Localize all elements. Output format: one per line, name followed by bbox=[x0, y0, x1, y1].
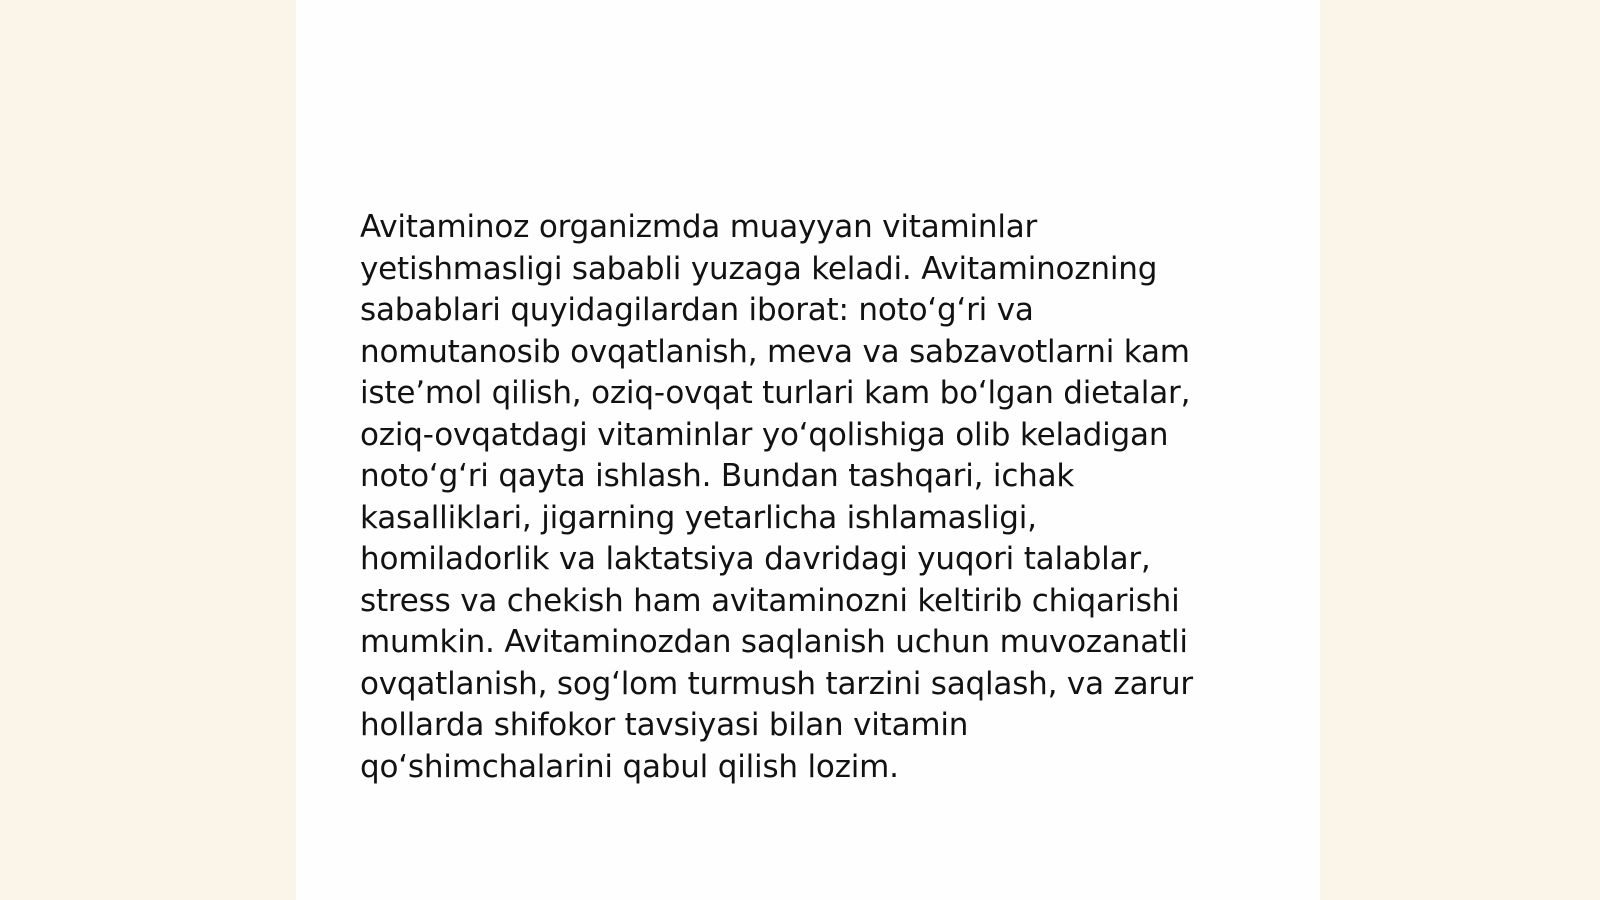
paragraph-line: Avitaminoz organizmda muayyan vitaminlar bbox=[360, 209, 1038, 245]
paragraph-line: hollarda shifokor tavsiyasi bilan vitamin bbox=[360, 707, 969, 743]
paragraph-line: homiladorlik va laktatsiya davridagi yuqori talablar, bbox=[360, 541, 1151, 577]
paragraph-line: iste’mol qilish, oziq-ovqat turlari kam bo‘lgan dietalar, bbox=[360, 375, 1191, 411]
slide-canvas bbox=[296, 0, 1320, 900]
paragraph-line: ovqatlanish, sog‘lom turmush tarzini saqlash, va zarur bbox=[360, 665, 1193, 702]
paragraph-line: nomutanosib ovqatlanish, meva va sabzavotlarni kam bbox=[360, 333, 1190, 370]
paragraph-line: sabablari quyidagilardan iborat: noto‘g‘ri va bbox=[360, 292, 1034, 328]
paragraph-line: qo‘shimchalarini qabul qilish lozim. bbox=[360, 748, 899, 785]
paragraph-line: kasalliklari, jigarning yetarlicha ishlamasligi, bbox=[360, 499, 1037, 536]
paragraph-line: noto‘g‘ri qayta ishlash. Bundan tashqari, ichak bbox=[360, 458, 1075, 494]
paragraph-line: mumkin. Avitaminozdan saqlanish uchun muvozanatli bbox=[360, 624, 1188, 660]
paragraph-line: yetishmasligi sababli yuzaga keladi. Avitaminozning bbox=[360, 250, 1158, 287]
paragraph-line: oziq-ovqatdagi vitaminlar yo‘qolishiga olib keladigan bbox=[360, 416, 1169, 453]
paragraph-line: stress va chekish ham avitaminozni keltirib chiqarishi bbox=[360, 582, 1180, 619]
body-paragraph bbox=[360, 207, 1260, 788]
